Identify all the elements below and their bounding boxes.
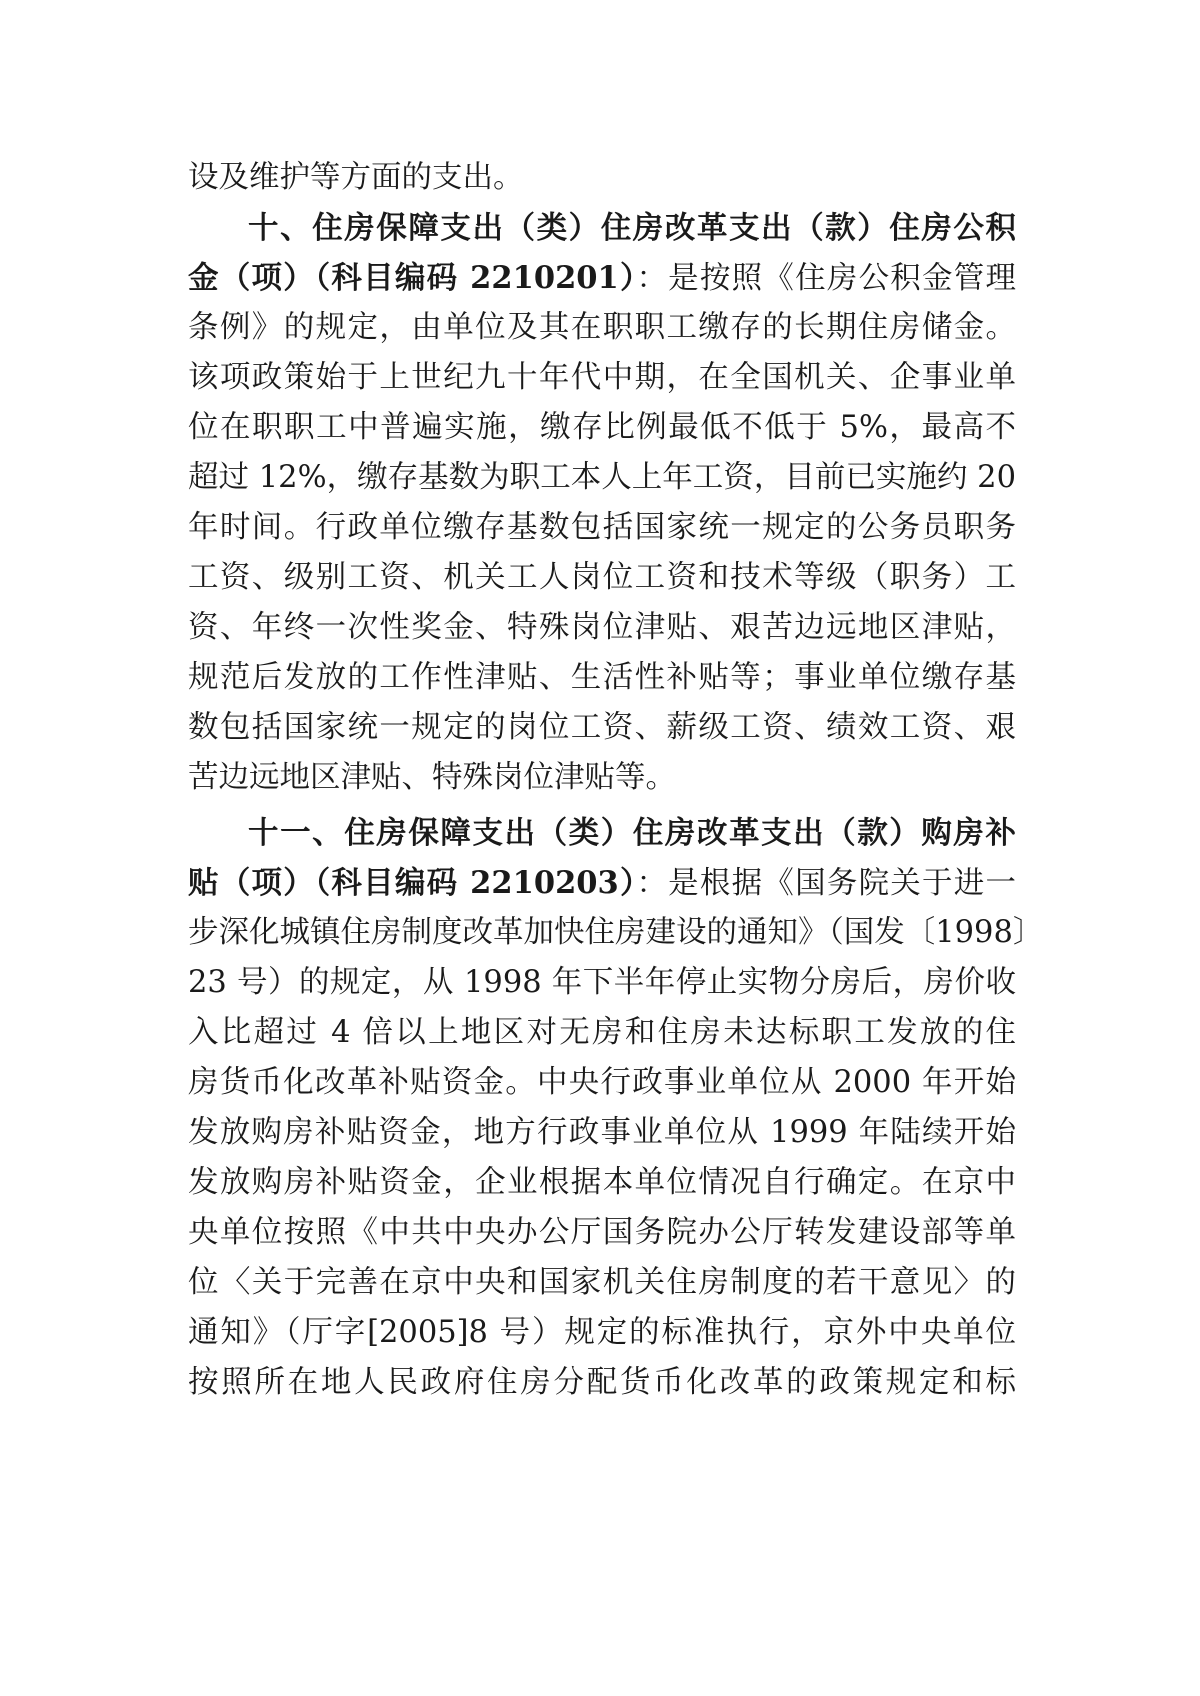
text-line bbox=[188, 700, 1016, 756]
line-text: 步深化城镇住房制度改革加快住房建设的通知》（国发〔1998〕 bbox=[188, 915, 1044, 950]
line-text: 位〈关于完善在京中央和国家机关住房制度的若干意见〉的 bbox=[188, 1265, 1016, 1300]
text-line bbox=[188, 1155, 1016, 1211]
line-text: 房货币化改革补贴资金。中央行政事业单位从 2000 年开始 bbox=[188, 1065, 1016, 1100]
text-line bbox=[188, 750, 1016, 806]
text-line bbox=[188, 955, 1016, 1011]
text-line bbox=[188, 1205, 1016, 1261]
section-heading: 金（项）（科目编码 2210201） bbox=[188, 260, 637, 296]
text-line bbox=[188, 1005, 1016, 1061]
text-line bbox=[188, 450, 1016, 506]
text-line bbox=[188, 150, 1016, 206]
line-text: ：是按照《住房公积金管理 bbox=[636, 261, 1017, 296]
line-text: 资、年终一次性奖金、特殊岗位津贴、艰苦边远地区津贴， bbox=[188, 610, 1016, 645]
line-text: 按照所在地人民政府住房分配货币化改革的政策规定和标 bbox=[188, 1365, 1016, 1400]
line-text: 工资、级别工资、机关工人岗位工资和技术等级（职务）工 bbox=[188, 560, 1016, 595]
line-text: 发放购房补贴资金，地方行政事业单位从 1999 年陆续开始 bbox=[188, 1115, 1016, 1150]
text-line bbox=[188, 400, 1016, 456]
line-text: ：是根据《国务院关于进一 bbox=[636, 866, 1017, 901]
line-text: 央单位按照《中共中央办公厅国务院办公厅转发建设部等单 bbox=[188, 1215, 1016, 1250]
text-line bbox=[188, 550, 1016, 606]
text-line bbox=[188, 500, 1016, 556]
text-line bbox=[188, 1305, 1016, 1361]
line-text: 超过 12%，缴存基数为职工本人上年工资，目前已实施约 20 bbox=[188, 460, 1016, 495]
line-text: 规范后发放的工作性津贴、生活性补贴等；事业单位缴存基 bbox=[188, 660, 1016, 695]
line-text: 该项政策始于上世纪九十年代中期，在全国机关、企事业单 bbox=[188, 360, 1016, 395]
text-line bbox=[188, 905, 1044, 961]
line-text: 位在职职工中普遍实施，缴存比例最低不低于 5%，最高不 bbox=[188, 410, 1016, 445]
text-line bbox=[188, 350, 1016, 406]
text-line bbox=[188, 300, 1016, 356]
line-text: 入比超过 4 倍以上地区对无房和住房未达标职工发放的住 bbox=[188, 1015, 1016, 1050]
text-line bbox=[188, 600, 1016, 656]
text-line bbox=[188, 1105, 1016, 1161]
section-heading-line bbox=[188, 250, 1016, 306]
text-line bbox=[188, 1255, 1016, 1311]
section-heading: 十、住房保障支出（类）住房改革支出（款）住房公积 bbox=[248, 210, 1016, 246]
line-text: 发放购房补贴资金，企业根据本单位情况自行确定。在京中 bbox=[188, 1165, 1016, 1200]
section-heading-line bbox=[188, 855, 1016, 911]
section-heading: 贴（项）（科目编码 2210203） bbox=[188, 865, 637, 901]
section-heading-line bbox=[248, 805, 1016, 861]
section-heading-line bbox=[248, 200, 1016, 256]
text-line bbox=[188, 1355, 1016, 1411]
line-text: 苦边远地区津贴、特殊岗位津贴等。 bbox=[188, 760, 676, 795]
line-text: 23 号）的规定，从 1998 年下半年停止实物分房后，房价收 bbox=[188, 965, 1016, 1000]
text-line bbox=[188, 1055, 1016, 1111]
line-text: 数包括国家统一规定的岗位工资、薪级工资、绩效工资、艰 bbox=[188, 710, 1016, 745]
line-text: 条例》的规定，由单位及其在职职工缴存的长期住房储金。 bbox=[188, 310, 1016, 345]
section-heading: 十一、住房保障支出（类）住房改革支出（款）购房补 bbox=[248, 815, 1016, 851]
line-text: 年时间。行政单位缴存基数包括国家统一规定的公务员职务 bbox=[188, 510, 1016, 545]
line-text: 设及维护等方面的支出。 bbox=[188, 160, 524, 195]
line-text: 通知》（厅字[2005]8 号）规定的标准执行，京外中央单位 bbox=[188, 1315, 1016, 1350]
text-line bbox=[188, 650, 1016, 706]
